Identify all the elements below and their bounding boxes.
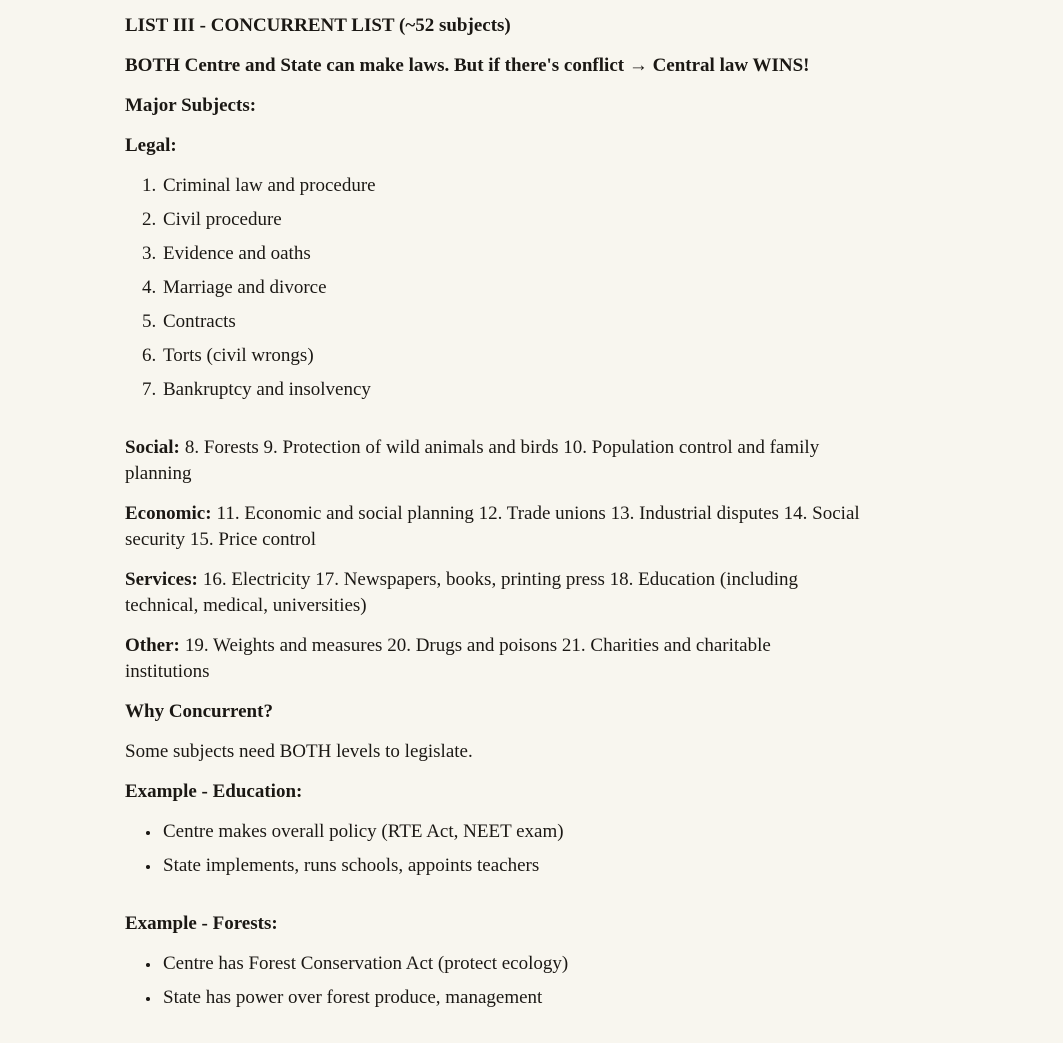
category-text: 19. Weights and measures 20. Drugs and poisons 21. Charities and charitable institutions (125, 635, 771, 682)
legal-subjects-list (125, 173, 860, 403)
list-item: 7. Bankruptcy and insolvency (161, 377, 860, 403)
list-item: 2. Civil procedure (161, 207, 860, 233)
category-paragraph-social (125, 435, 860, 487)
category-label: Other: (125, 635, 180, 656)
list-item: • Centre has Forest Conservation Act (protect ecology) (161, 951, 860, 977)
example-forests-list (125, 951, 860, 1011)
category-text: 16. Electricity 17. Newspapers, books, printing press 18. Education (including technical, medical, universities) (125, 569, 799, 616)
why-concurrent-heading: Why Concurrent? (125, 701, 273, 722)
category-label: Social: (125, 437, 180, 458)
legal-heading: Legal: (125, 135, 177, 156)
list-item: 6. Torts (civil wrongs) (161, 343, 860, 369)
category-paragraph-economic (125, 501, 860, 553)
intro-statement: BOTH Centre and State can make laws. But if there's conflict → Central law WINS! (125, 55, 810, 76)
list-item: • Centre makes overall policy (RTE Act, NEET exam) (161, 819, 860, 845)
list-item: 5. Contracts (161, 309, 860, 335)
example-forests-heading: Example - Forests: (125, 913, 278, 934)
category-paragraph-other (125, 633, 860, 685)
list-item: 1. Criminal law and procedure (161, 173, 860, 199)
list-item: • State implements, runs schools, appoints teachers (161, 853, 860, 879)
why-concurrent-text: Some subjects need BOTH levels to legislate. (125, 741, 473, 762)
category-text: 11. Economic and social planning 12. Trade unions 13. Industrial disputes 14. Social security 15. Price control (125, 503, 860, 550)
major-subjects-heading: Major Subjects: (125, 95, 257, 116)
category-label: Services: (125, 569, 198, 590)
page-title: LIST III - CONCURRENT LIST (~52 subjects) (125, 15, 511, 36)
example-education-heading: Example - Education: (125, 781, 303, 802)
list-item: 3. Evidence and oaths (161, 241, 860, 267)
list-item: 4. Marriage and divorce (161, 275, 860, 301)
category-label: Economic: (125, 503, 212, 524)
list-item: • State has power over forest produce, management (161, 985, 860, 1011)
category-text: 8. Forests 9. Protection of wild animals and birds 10. Population control and family planning (125, 437, 820, 484)
example-education-list (125, 819, 860, 879)
document-content (125, 13, 860, 1043)
category-paragraph-services (125, 567, 860, 619)
